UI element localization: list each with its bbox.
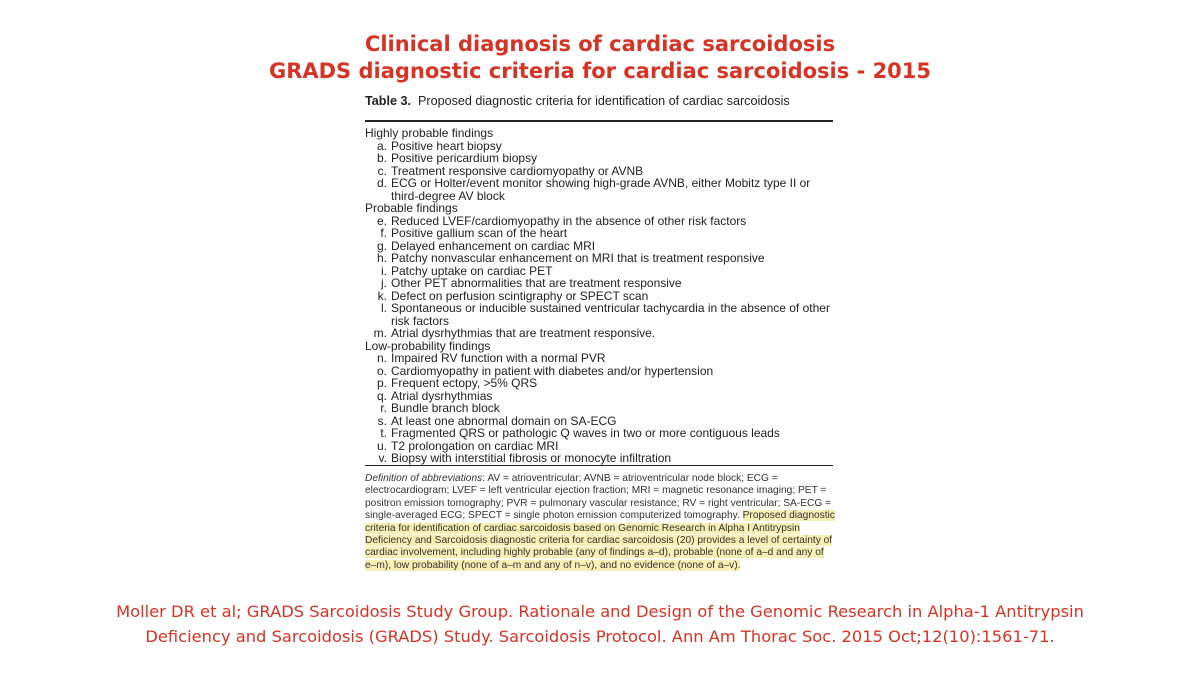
criterion-text: Atrial dysrhythmias that are treatment responsive.: [391, 326, 656, 340]
criterion-text: Cardiomyopathy in patient with diabetes and/or hypertension: [391, 363, 714, 378]
criterion-item: [365, 227, 835, 240]
criterion-item: [365, 352, 835, 365]
criterion-letter: i.: [381, 263, 387, 278]
criterion-letter: m.: [373, 326, 387, 340]
criterion-text: Treatment responsive cardiomyopathy or AVNB: [391, 163, 644, 178]
criterion-text: Frequent ectopy, >5% QRS: [391, 376, 538, 390]
criterion-letter: l.: [381, 301, 387, 315]
criterion-letter: s.: [377, 413, 387, 428]
criterion-text: Patchy uptake on cardiac PET: [391, 263, 553, 278]
criterion-item: [365, 452, 835, 465]
criterion-text: Fragmented QRS or pathologic Q waves in two or more contiguous leads: [391, 426, 780, 440]
table-label: Table 3.: [365, 94, 411, 108]
table-footnote: [365, 473, 837, 572]
criterion-letter: a.: [376, 138, 387, 153]
criterion-text: Other PET abnormalities that are treatment responsive: [391, 276, 682, 290]
citation-line-2: Deficiency and Sarcoidosis (GRADS) Study. Sarcoidosis Protocol. Ann Am Thorac Soc. 2015 Oct;12(10):1561-71.: [145, 627, 1055, 646]
criterion-item: [365, 302, 835, 327]
criterion-text: Delayed enhancement on cardiac MRI: [391, 238, 596, 253]
slide-title: [0, 31, 1200, 85]
criterion-item: [365, 377, 835, 390]
slide-title-line-2: GRADS diagnostic criteria for cardiac sarcoidosis - 2015: [268, 59, 932, 83]
citation: [0, 599, 1200, 649]
criterion-text: Patchy nonvascular enhancement on MRI that is treatment responsive: [391, 251, 765, 265]
criterion-text: T2 prolongation on cardiac MRI: [391, 438, 559, 453]
criterion-text: Positive gallium scan of the heart: [391, 226, 568, 240]
criterion-item: [365, 277, 835, 290]
criterion-letter: p.: [376, 376, 387, 390]
criterion-letter: t.: [380, 426, 387, 440]
abbrev-text: : AV = atrioventricular; AVNB = atrioventricular node block; ECG = electrocardiogram; LVEF = left ventricular ejection fraction; MRI = magnetic resonance imaging; PET = positron emission tomography; PVR = pulmonary vascular resistance; RV = right ventricular; SA-ECG = single-averaged ECG; SPECT = single photon emission computerized tomography.: [365, 473, 832, 522]
criterion-letter: b.: [376, 151, 387, 165]
criteria-list: [365, 127, 835, 465]
criterion-item: [365, 327, 835, 340]
table-bottom-rule: [365, 465, 833, 466]
criterion-text: At least one abnormal domain on SA-ECG: [391, 413, 617, 428]
group-heading: Highly probable findings: [365, 126, 494, 140]
criterion-letter: u.: [376, 438, 387, 453]
criterion-text: Atrial dysrhythmias: [391, 388, 493, 403]
criterion-text: Bundle branch block: [391, 401, 500, 415]
citation-line-1: Moller DR et al; GRADS Sarcoidosis Study Group. Rationale and Design of the Genomic Research in Alpha-1 Antitrypsin: [116, 602, 1084, 621]
criterion-letter: n.: [376, 351, 387, 365]
table-top-rule: [365, 120, 833, 122]
criterion-letter: k.: [377, 288, 387, 303]
criterion-text: Positive pericardium biopsy: [391, 151, 538, 165]
highlighted-note: Proposed diagnostic criteria for identification of cardiac sarcoidosis based on Genomic Research in Alpha I Antitrypsin Deficiency and Sarcoidosis diagnostic criteria for cardiac sarcoidosis (20) provides a level of certainty of cardiac involvement, including highly probable (any of findings a–d), probable (none of a–d and any of e–m), low probability (none of a–m and any of n–v), and no evidence (none of a–v).: [365, 510, 835, 571]
criterion-letter: o.: [376, 363, 387, 378]
criterion-text: Spontaneous or inducible sustained ventricular tachycardia in the absence of other risk factors: [391, 301, 830, 328]
group-heading: Probable findings: [365, 201, 458, 215]
criteria-table: [365, 93, 835, 571]
criterion-letter: r.: [380, 401, 387, 415]
slide-title-line-1: Clinical diagnosis of cardiac sarcoidosis: [364, 32, 836, 56]
criterion-item: [365, 177, 835, 202]
criterion-text: Reduced LVEF/cardiomyopathy in the absence of other risk factors: [391, 213, 747, 228]
criterion-letter: e.: [376, 213, 387, 228]
criterion-text: Biopsy with interstitial fibrosis or monocyte infiltration: [391, 451, 672, 465]
criterion-letter: c.: [377, 163, 387, 178]
criterion-text: ECG or Holter/event monitor showing high-grade AVNB, either Mobitz type II or third-degree AV block: [391, 176, 811, 203]
group-heading: Low-probability findings: [365, 338, 491, 353]
table-caption: [365, 93, 835, 109]
criterion-item: [365, 152, 835, 165]
criterion-text: Defect on perfusion scintigraphy or SPECT scan: [391, 288, 649, 303]
criterion-item: [365, 427, 835, 440]
criterion-letter: d.: [376, 176, 387, 190]
criterion-letter: g.: [376, 238, 387, 253]
criterion-letter: q.: [376, 388, 387, 403]
criterion-letter: j.: [381, 276, 387, 290]
criterion-letter: v.: [378, 451, 387, 465]
criterion-text: Positive heart biopsy: [391, 138, 502, 153]
criterion-item: [365, 252, 835, 265]
abbrev-label: Definition of abbreviations: [365, 473, 483, 484]
table-caption-text: Proposed diagnostic criteria for identification of cardiac sarcoidosis: [417, 94, 790, 108]
criterion-text: Impaired RV function with a normal PVR: [391, 351, 606, 365]
criterion-letter: f.: [380, 226, 387, 240]
criterion-item: [365, 402, 835, 415]
criterion-letter: h.: [376, 251, 387, 265]
